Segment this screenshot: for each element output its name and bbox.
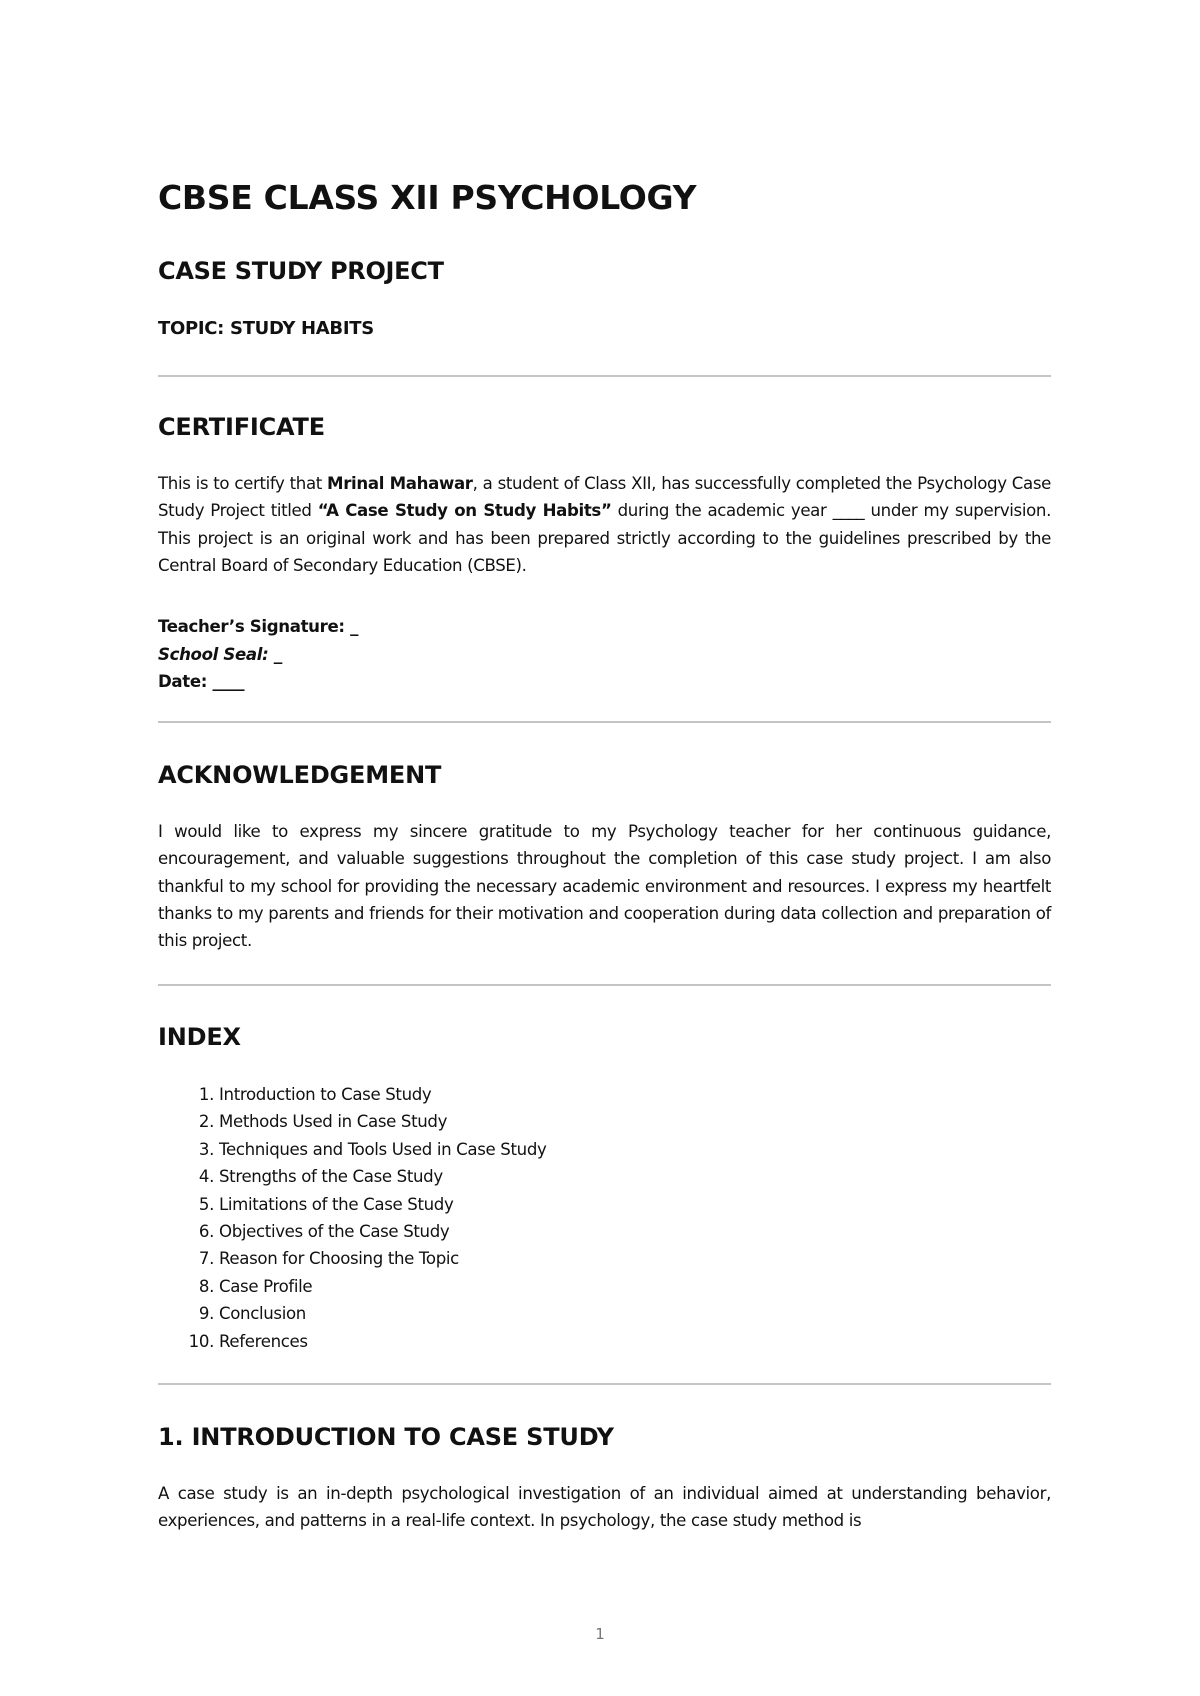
index-item-label: Techniques and Tools Used in Case Study — [219, 1139, 547, 1159]
section-divider — [158, 721, 1051, 723]
index-list — [158, 1081, 546, 1355]
certificate-heading: CERTIFICATE — [158, 413, 325, 441]
certificate-text-middle: , a student of Class XII, has successfully completed the Psychology Case Study Project titled — [158, 474, 1051, 521]
section-divider — [158, 984, 1051, 986]
index-item-number: 7. — [198, 1249, 214, 1269]
index-item — [158, 1081, 546, 1108]
section-divider — [158, 1383, 1051, 1385]
acknowledgement-heading: ACKNOWLEDGEMENT — [158, 761, 442, 789]
teacher-signature: Teacher’s Signature: _ — [158, 617, 359, 636]
index-item — [158, 1218, 546, 1245]
index-item — [158, 1191, 546, 1218]
index-item-number: 5. — [198, 1194, 214, 1214]
index-item — [158, 1328, 546, 1355]
index-item — [158, 1245, 546, 1272]
index-item-number: 4. — [198, 1167, 214, 1187]
document-subtitle: CASE STUDY PROJECT — [158, 257, 444, 285]
index-item-label: Case Profile — [219, 1276, 313, 1296]
introduction-text: A case study is an in-depth psychological investigation of an individual aimed at understanding behavior, experiences, and patterns in a real-life context. In psychology, the case study method is — [158, 1484, 1051, 1531]
index-item-number: 6. — [198, 1222, 214, 1242]
index-item-number: 10. — [188, 1331, 214, 1351]
index-item — [158, 1136, 546, 1163]
certificate-date: Date: ____ — [158, 672, 245, 691]
certificate-text — [158, 470, 1051, 579]
index-item-label: Limitations of the Case Study — [219, 1194, 454, 1214]
index-item — [158, 1108, 546, 1135]
index-item-number: 2. — [198, 1112, 214, 1132]
index-heading: INDEX — [158, 1023, 241, 1051]
index-item-label: Methods Used in Case Study — [219, 1112, 448, 1132]
acknowledgement-text: I would like to express my sincere gratitude to my Psychology teacher for her continuous guidance, encouragement, and valuable suggestions throughout the completion of this case study project. I am also thankful to my school for providing the necessary academic environment and resources. I express my heartfelt thanks to my parents and friends for their motivation and cooperation during data collection and preparation of this project. — [158, 822, 1051, 951]
index-item-label: Introduction to Case Study — [219, 1085, 432, 1104]
index-item-number: 9. — [198, 1304, 214, 1324]
index-item-number: 8. — [198, 1276, 214, 1296]
document-topic: TOPIC: STUDY HABITS — [158, 318, 374, 339]
certificate-text-intro: This is to certify that — [158, 474, 328, 493]
index-item-label: Strengths of the Case Study — [219, 1167, 443, 1187]
document-title: CBSE CLASS XII PSYCHOLOGY — [158, 178, 697, 217]
section-divider — [158, 375, 1051, 377]
index-item-number: 1. — [198, 1085, 214, 1104]
index-item-number: 3. — [198, 1139, 214, 1159]
index-item-label: Objectives of the Case Study — [219, 1222, 450, 1242]
certificate-text-end: during the academic year ____ under my supervision. This project is an original work and has been prepared strictly according to the guidelines prescribed by the Central Board of Secondary Education (CBSE). — [158, 501, 1051, 575]
index-item — [158, 1163, 546, 1190]
index-item-label: Reason for Choosing the Topic — [219, 1249, 459, 1269]
index-item-label: Conclusion — [219, 1304, 306, 1324]
project-title: “A Case Study on Study Habits” — [317, 501, 612, 521]
signature-block — [158, 613, 358, 696]
introduction-heading: 1. INTRODUCTION TO CASE STUDY — [158, 1423, 614, 1451]
student-name: Mrinal Mahawar — [327, 474, 473, 493]
index-item — [158, 1300, 546, 1327]
index-item-label: References — [219, 1331, 308, 1351]
page-number: 1 — [595, 1625, 605, 1643]
index-item — [158, 1273, 546, 1300]
school-seal: School Seal: _ — [158, 644, 282, 664]
